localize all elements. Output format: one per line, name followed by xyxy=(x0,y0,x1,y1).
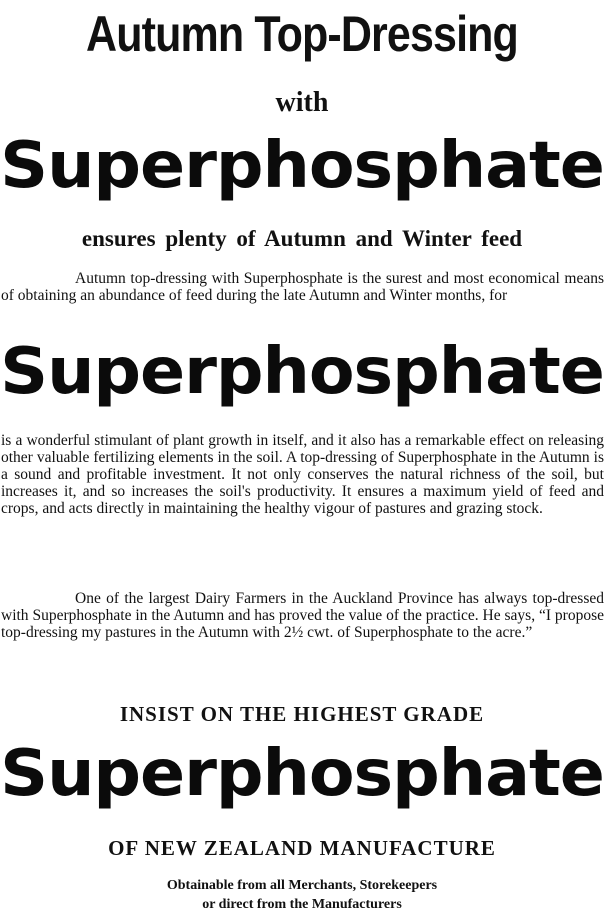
ad-title: Autumn Top-Dressing xyxy=(86,6,518,62)
availability-line-1: Obtainable from all Merchants, Storekeepers xyxy=(166,878,438,893)
availability-line-2: or direct from the Manufacturers xyxy=(202,897,402,912)
ad-connector: with xyxy=(275,87,329,118)
ad-subhead: ensures plenty of Autumn and Winter feed xyxy=(81,226,523,251)
insist-tagline: INSIST ON THE HIGHEST GRADE xyxy=(119,702,485,726)
brand-wordmark-bottom: Superphosphate xyxy=(0,737,604,811)
manufacture-origin: OF NEW ZEALAND MANUFACTURE xyxy=(108,836,496,860)
brand-wordmark-top: Superphosphate xyxy=(0,129,604,203)
body-paragraph-benefits: is a wonderful stimulant of plant growth in itself, and it also has a remarkable effect on releasing other valuable fertilizing elements in the soil. A top-dressing of Superphosphate in the Autumn is a sound and profitable investment. It not only conserves the natural richness of the soil, but increases it, and so increases the soil's productivity. It ensures a maximum yield of feed and crops, and acts directly in maintaining the healthy vigour of pastures and grazing stock. xyxy=(1,432,604,517)
body-paragraph-testimonial: One of the largest Dairy Farmers in the Auckland Province has always top-dressed with Superphosphate in the Autumn and has proved the value of the practice. He says, “I propose top-dressing my pastures in the Autumn with 2½ cwt. of Superphosphate to the acre.” xyxy=(1,590,604,641)
availability-note xyxy=(0,876,604,914)
body-paragraph-intro: Autumn top-dressing with Superphosphate is the surest and most economical means of obtaining an abundance of feed during the late Autumn and Winter months, for xyxy=(1,270,604,304)
brand-wordmark-middle: Superphosphate xyxy=(0,335,604,409)
